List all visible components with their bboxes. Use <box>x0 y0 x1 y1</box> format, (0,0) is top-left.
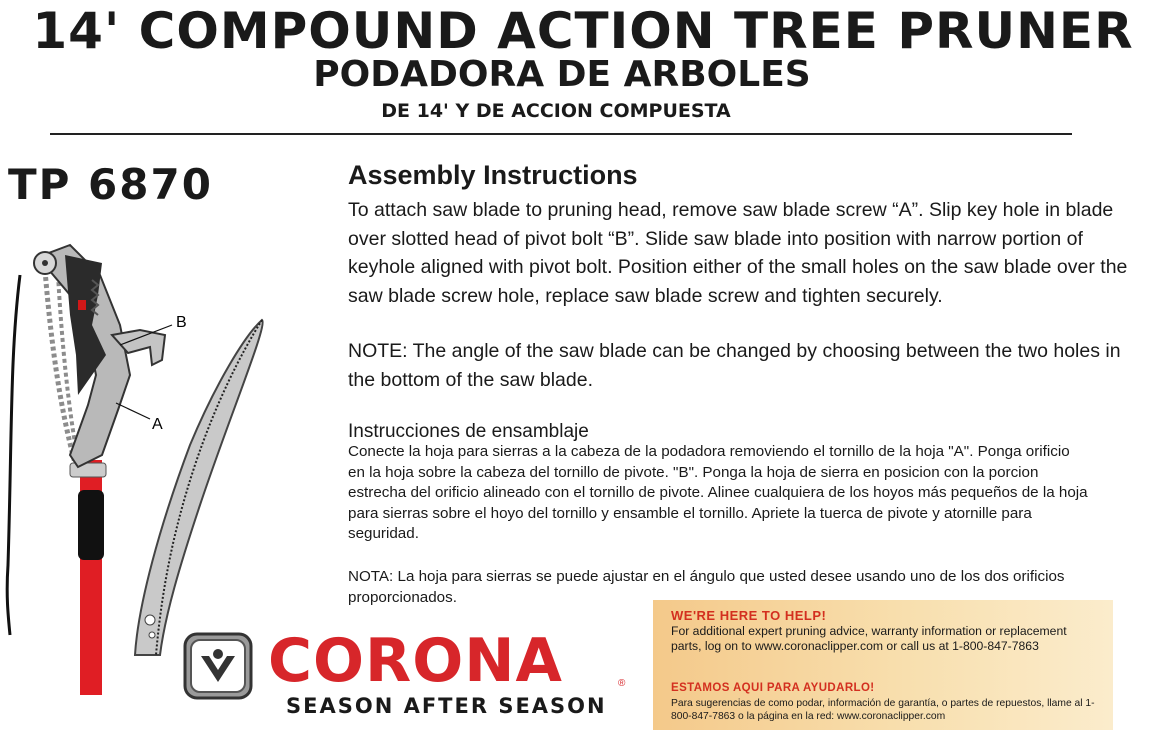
leader-line-a <box>116 403 150 419</box>
red-tab <box>78 300 86 310</box>
registered-mark: ® <box>618 678 626 689</box>
brand-tagline: SEASON AFTER SEASON <box>286 694 607 718</box>
assembly-note: NOTE: The angle of the saw blade can be changed by choosing between the two holes in the bottom of the saw blade. <box>348 340 1121 391</box>
assembly-heading: Assembly Instructions <box>348 160 638 190</box>
subtitle-spanish: DE 14' Y DE ACCION COMPUESTA <box>381 100 731 122</box>
pruner-illustration <box>0 235 300 695</box>
saw-blade <box>135 320 263 655</box>
brand-wordmark: CORONA <box>268 626 563 696</box>
assembly-body-spanish: Conecte la hoja para sierras a la cabeza de la podadora removiendo el tornillo de la hoja "A". Ponga orificio en la hoja sobre la cabeza del tornillo de pivote. "B". Ponga la hoja de sierra en posicion con la porcion estrecha del orificio alineado con el tornillo de pivote. Alinee cualquiera de los hoyos más pequeños de la hoja para sierras sobre el hoyo del tornillo y ensamble el tornillo. Apriete la tuerca de pivote y atornille para seguridad. <box>348 443 1088 542</box>
corona-emblem-icon <box>183 632 253 700</box>
blade-keyhole <box>145 615 155 625</box>
help-body: For additional expert pruning advice, warranty information or replacement parts, log on to www.coronaclipper.com or call us at 1-800-847-7863 <box>671 624 1067 653</box>
pull-rope <box>7 275 20 635</box>
help-body-spanish: Para sugerencias de como podar, información de garantía, o partes de repuestos, llame al 1-800-847-7863 o la página en la red: www.coronaclipper.com <box>671 698 1095 722</box>
pole-cap <box>70 463 106 477</box>
title-english: 14' COMPOUND ACTION TREE PRUNER <box>32 2 1134 60</box>
assembly-note-spanish: NOTA: La hoja para sierras se puede ajustar en el ángulo que usted desee usando uno de los dos orificios proporcionados. <box>348 568 1065 606</box>
blade-hole <box>149 632 155 638</box>
help-heading: WE'RE HERE TO HELP! <box>671 608 827 623</box>
help-heading-spanish: ESTAMOS AQUI PARA AYUDARLO! <box>671 682 875 694</box>
header-divider <box>50 133 1072 135</box>
pole-lock-collar <box>78 490 104 560</box>
assembly-heading-spanish: Instrucciones de ensamblaje <box>348 421 589 442</box>
assembly-body: To attach saw blade to pruning head, remove saw blade screw “A”. Slip key hole in blade over slotted head of pivot bolt “B”. Slide saw blade into position with narrow portion of keyhole aligned with pivot bolt. Position either of the small holes on the saw blade over the saw blade screw hole, replace saw blade screw and tighten securely. <box>348 199 1128 307</box>
help-box <box>653 600 1113 730</box>
callout-b: B <box>176 314 187 331</box>
callout-a: A <box>152 416 163 433</box>
title-spanish: PODADORA DE ARBOLES <box>313 54 811 95</box>
model-number: TP 6870 <box>8 160 213 209</box>
